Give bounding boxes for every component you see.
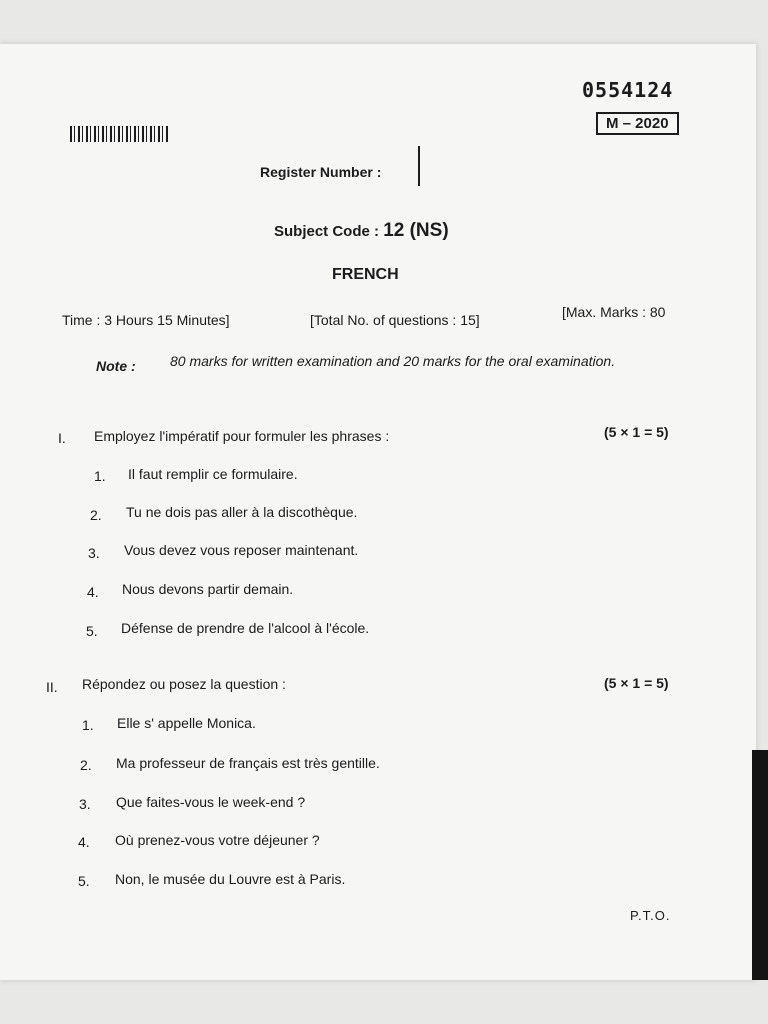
question-text: Nous devons partir demain.	[122, 581, 294, 597]
note-label: Note :	[96, 358, 136, 374]
question-text: Elle s' appelle Monica.	[117, 715, 256, 731]
question-number: 1.	[82, 717, 94, 733]
exam-time: Time : 3 Hours 15 Minutes]	[62, 312, 230, 328]
please-turn-over: P.T.O.	[630, 908, 671, 923]
question-text: Défense de prendre de l'alcool à l'école.	[121, 620, 370, 636]
subject-code	[274, 220, 449, 242]
question-text: Non, le musée du Louvre est à Paris.	[115, 871, 346, 887]
question-number: 5.	[86, 623, 98, 639]
page-title: FRENCH	[332, 266, 399, 283]
question-number: 5.	[78, 873, 90, 889]
question-text: Tu ne dois pas aller à la discothèque.	[126, 504, 358, 520]
barcode-icon	[70, 126, 170, 142]
exam-page	[0, 44, 756, 980]
subject-code-prefix: Subject Code :	[274, 223, 380, 240]
question-text: Que faites-vous le week-end ?	[116, 794, 306, 810]
question-number: 3.	[88, 545, 100, 561]
section-marks: (5 × 1 = 5)	[604, 424, 669, 440]
register-number-label: Register Number :	[260, 164, 382, 180]
max-marks: [Max. Marks : 80	[562, 304, 666, 320]
page-edge-shadow	[752, 750, 768, 980]
total-questions: [Total No. of questions : 15]	[310, 312, 480, 328]
question-text: Il faut remplir ce formulaire.	[128, 466, 298, 482]
serial-number: 0554124	[582, 78, 674, 102]
question-text: Vous devez vous reposer maintenant.	[124, 542, 359, 558]
section-instruction: Répondez ou posez la question :	[82, 676, 286, 692]
section-number: II.	[46, 679, 58, 695]
subject-code-value: 12 (NS)	[383, 220, 449, 241]
question-text: Où prenez-vous votre déjeuner ?	[115, 832, 320, 848]
register-number-field	[418, 146, 420, 186]
note-text: 80 marks for written examination and 20 marks for the oral examination.	[170, 353, 616, 369]
section-number: I.	[58, 430, 66, 446]
exam-code-box: M – 2020	[596, 112, 679, 135]
question-text: Ma professeur de français est très gentille.	[116, 755, 380, 771]
question-number: 3.	[79, 796, 91, 812]
section-marks: (5 × 1 = 5)	[604, 675, 669, 691]
question-number: 4.	[78, 834, 90, 850]
question-number: 2.	[80, 757, 92, 773]
section-instruction: Employez l'impératif pour formuler les phrases :	[94, 428, 390, 444]
question-number: 1.	[94, 468, 106, 484]
question-number: 4.	[87, 584, 99, 600]
question-number: 2.	[90, 507, 102, 523]
